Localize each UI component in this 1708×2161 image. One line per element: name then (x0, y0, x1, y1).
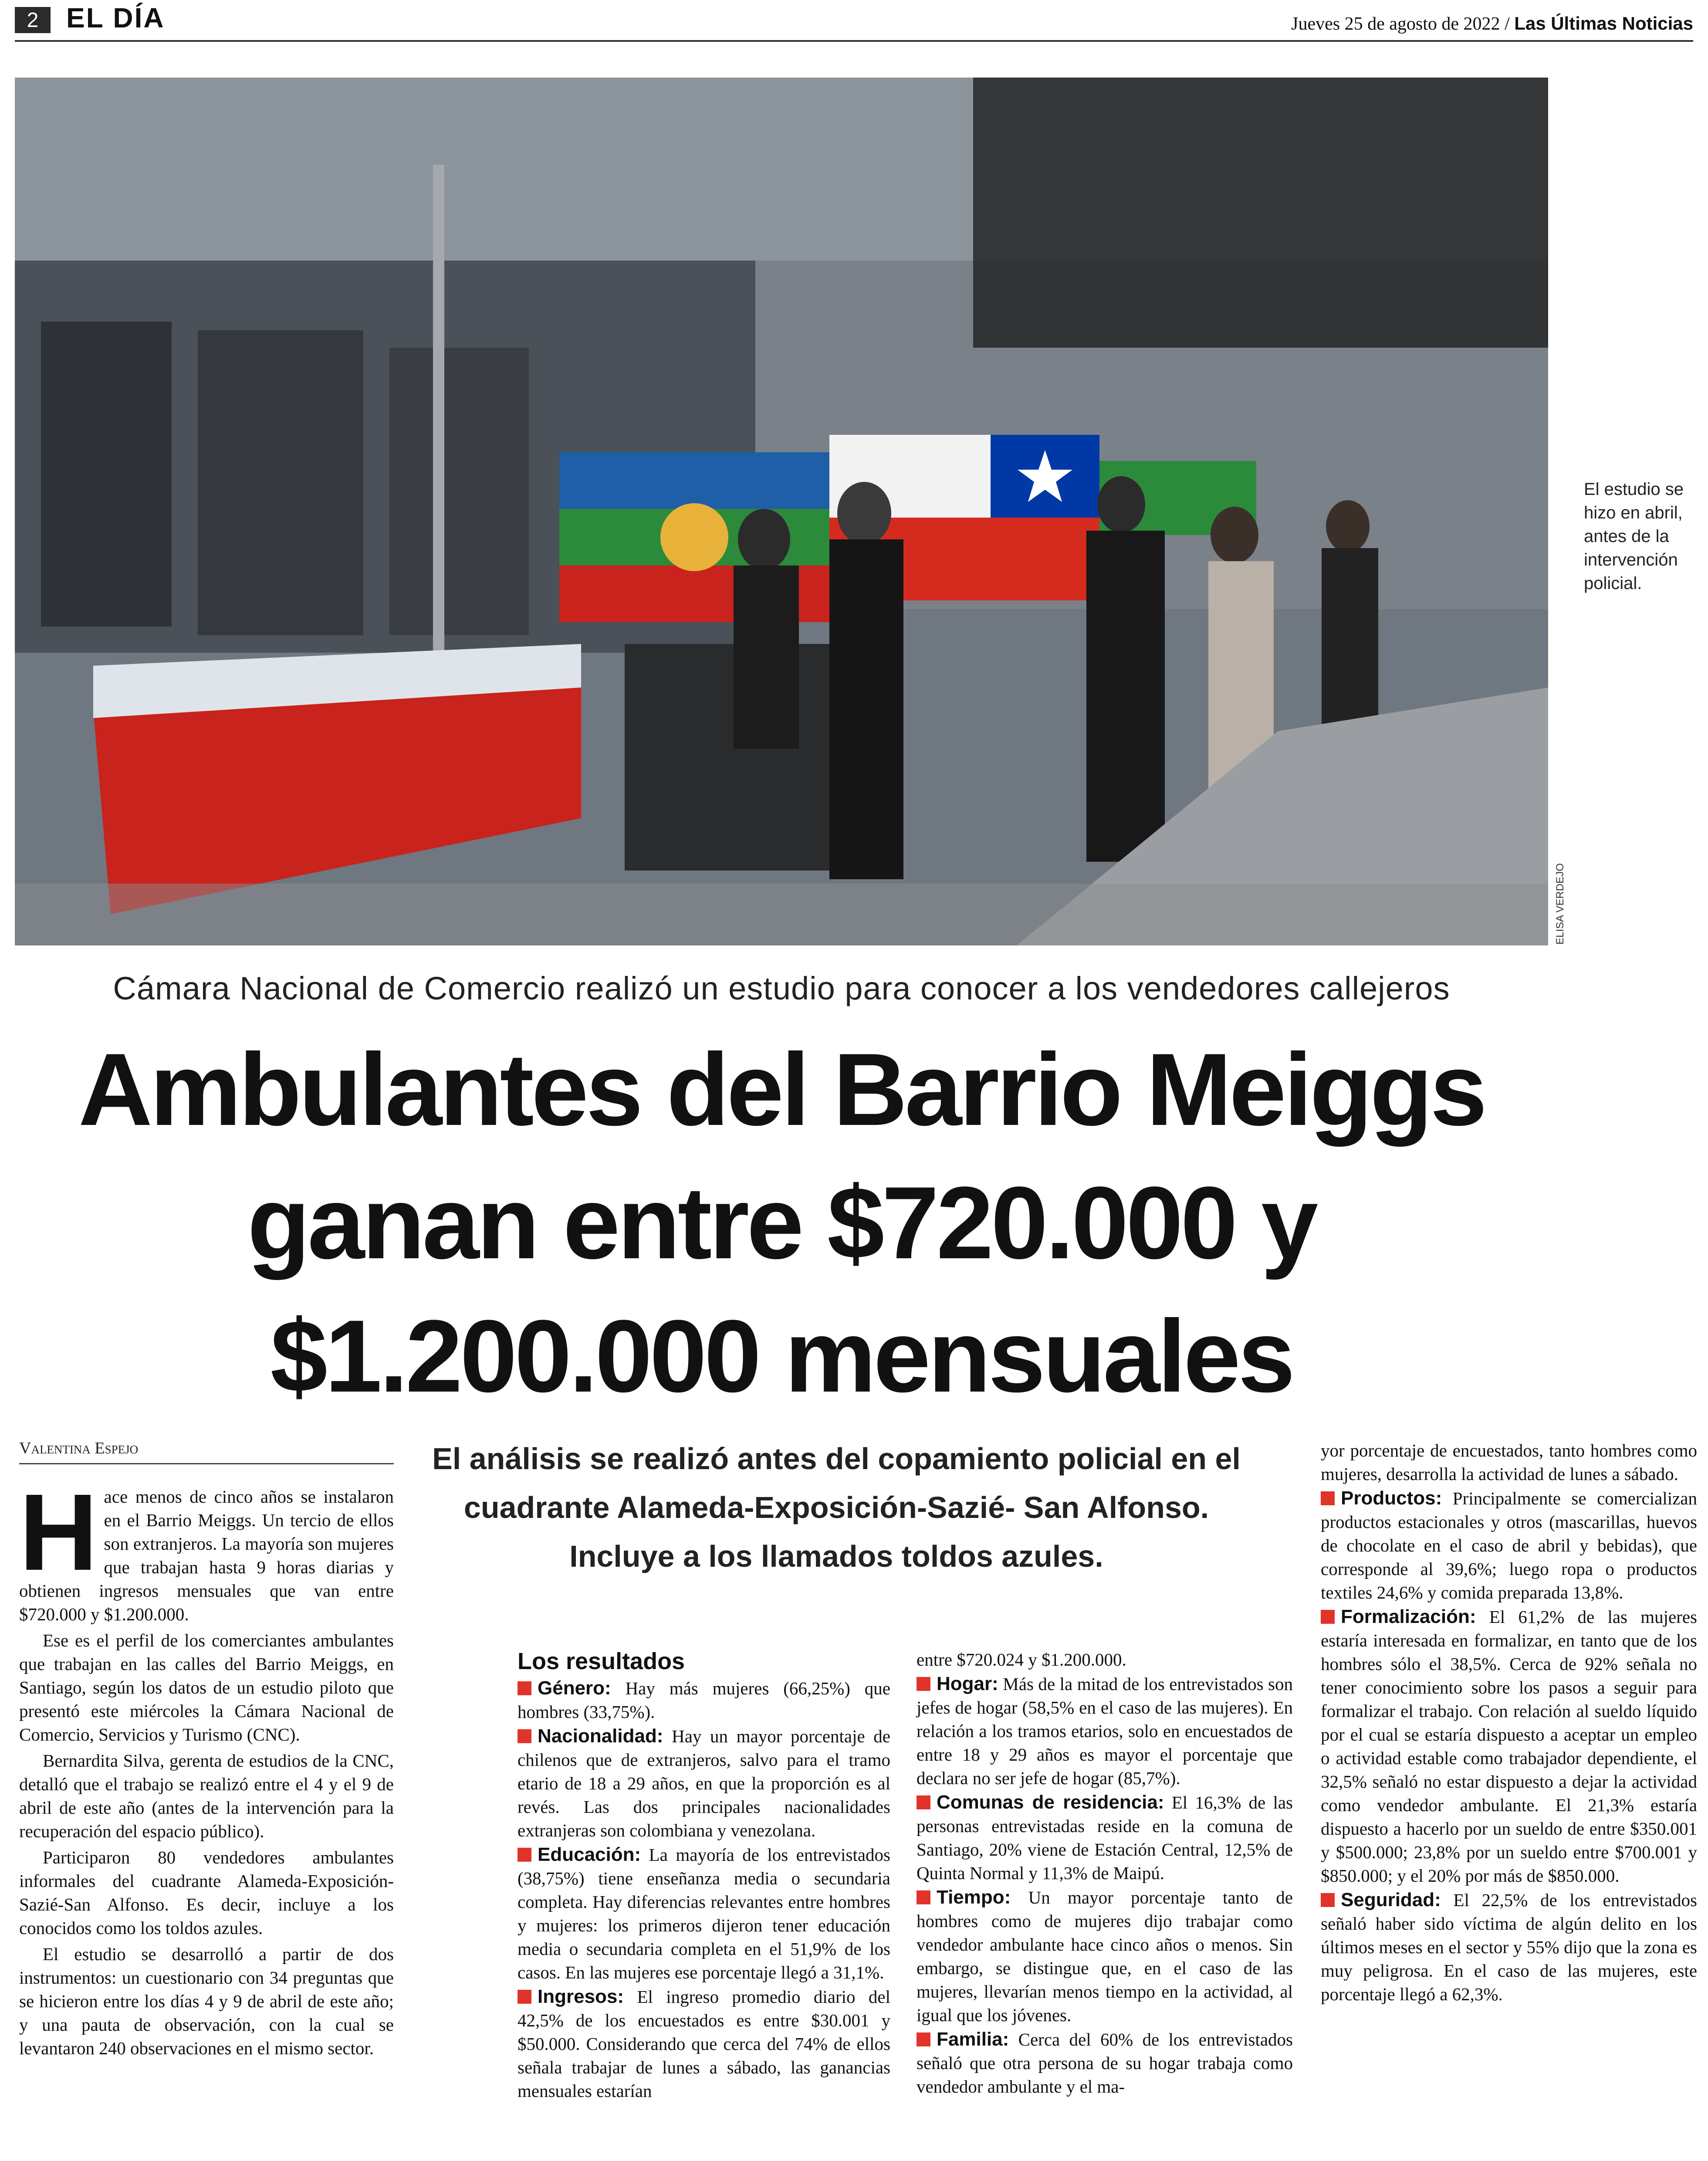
result-text: Hay un mayor porcentaje de chilenos que de extranjeros, salvo para el tramo etario de 18 a 29 años, en que la proporción es al revés. Las dos principales nacionalidades extranjeras son colombiana y venezolana. (517, 1726, 890, 1840)
result-text: yor porcentaje de encuestados, tanto hombres como mujeres, desarrolla la actividad de lunes a sábado. (1321, 1440, 1697, 1484)
headline (15, 1023, 1548, 1423)
bullet-icon (917, 1677, 930, 1691)
result-text: La mayoría de los entrevistados (38,75%) tiene enseñanza media o secundaria completa. Hay diferencias relevantes entre hombres y mujeres: los primeros dijeron tener educación media o secundaria completa en el 51,9% de los casos. En las mujeres ese porcentaje llegó a 31,1%. (517, 1845, 891, 1982)
result-text: El 61,2% de las mujeres estaría interesada en formalizar, en tanto que de los hombres sólo el 38,5%. Cerca de 92% señala no tener conocimiento sobre los pasos a seguir para formalizar el trabajo. Con relación al sueldo líquido por el cual se estaría dispuesto a aceptar un empleo o actividad estable como trabajador dependiente, el 32,5% señaló no estar dispuesto a dejar la actividad como vendedor ambulante. El 21,3% estaría dispuesto a hacerlo por un sueldo de entre $350.001 y $500.000; 23,8% por un sueldo entre $700.001 y $850.000; y el 20% por más de $850.000. (1321, 1607, 1698, 1886)
result-label: Hogar: (937, 1673, 998, 1694)
results-title: Los resultados (517, 1648, 685, 1674)
result-text: Principalmente se comercializan productos estacionales y otros (mascarillas, huevos de chocolate en el caso de abril y bebidas), que corresponde al 39,6%; luego ropa o productos textiles 24,6% y comida preparada 13,8%. (1321, 1488, 1697, 1602)
result-text: El 22,5% de los entrevistados señaló haber sido víctima de algún delito en los últimos meses en el sector y 55% dijo que la zona es muy peligrosa. En el caso de las mujeres, este porcentaje llegó a 62,3%. (1321, 1890, 1698, 2004)
issue-date: Jueves 25 de agosto de 2022 / (1291, 14, 1510, 34)
bullet-icon (1321, 1893, 1335, 1907)
result-seguridad (1321, 1888, 1697, 2006)
body-paragraph: Participaron 80 vendedores ambulantes informales del cuadrante Alameda-Exposición-Sazié-San Alfonso. Es decir, incluye a los conocidos como los toldos azules. (19, 1847, 394, 1938)
bullet-icon (517, 1681, 531, 1695)
result-familia (917, 2028, 1293, 2098)
bullet-icon (917, 2032, 930, 2046)
photo-credit: ELISA VERDEJO (1554, 863, 1566, 945)
kicker: Cámara Nacional de Comercio realizó un estudio para conocer a los vendedores callejeros (113, 970, 1450, 1006)
result-ingresos-cont (917, 1648, 1293, 1671)
bullet-icon (1321, 1610, 1335, 1624)
result-label: Comunas de residencia: (937, 1792, 1164, 1813)
result-text: Cerca del 60% de los entrevistados señaló que otra persona de su hogar trabaja como vendedor ambulante y el ma- (917, 2029, 1293, 2097)
result-label: Familia: (937, 2029, 1009, 2050)
result-label: Ingresos: (538, 1986, 624, 2007)
result-ingresos (517, 1985, 890, 2103)
bullet-icon (517, 1848, 531, 1862)
section-name: EL DÍA (66, 2, 165, 34)
result-label: Nacionalidad: (538, 1725, 663, 1747)
result-genero (517, 1677, 890, 1724)
result-familia-cont (1321, 1439, 1697, 1486)
result-hogar (917, 1672, 1293, 1790)
result-educacion (517, 1843, 890, 1984)
result-label: Seguridad: (1341, 1889, 1441, 1910)
column-3 (917, 1648, 1293, 2099)
result-nacionalidad (517, 1724, 890, 1842)
result-tiempo (917, 1886, 1293, 2027)
result-formalizacion (1321, 1605, 1697, 1887)
dateline (1291, 13, 1693, 34)
result-label: Productos: (1341, 1487, 1442, 1509)
street-market-photo (15, 78, 1548, 945)
bullet-icon (917, 1890, 930, 1904)
result-text: El 16,3% de las personas entrevistadas reside en la comuna de Santiago, 20% viene de Estación Central, 12,5% de Quinta Normal y 11,3% de Maipú. (917, 1792, 1293, 1883)
result-text: Un mayor porcentaje tanto de hombres como de mujeres dijo trabajar como vendedor ambulante hace cinco años o menos. Sin embargo, se distingue que, en el caso de las mujeres, llevarían menos tiempo en la actividad, al igual que los jóvenes. (917, 1887, 1293, 2025)
result-text: Más de la mitad de los entrevistados son jefes de hogar (58,5% en el caso de las mujeres). En relación a los tramos etarios, solo en encuestados de entre 18 y 29 años es mayor el porcentaje que declara no ser jefe de hogar (85,7%). (917, 1674, 1293, 1788)
body-paragraph: Ese es el perfil de los comerciantes ambulantes que trabajan en las calles del Barrio Meiggs, en Santiago, según los datos de un estudio piloto que presentó este miércoles la Cámara Nacional de Comercio, Servicios y Turismo (CNC). (19, 1630, 394, 1744)
column-4 (1321, 1439, 1697, 2007)
lead-text: ace menos de cinco años se instalaron en el Barrio Meiggs. Un tercio de ellos son extranjeros. La mayoría son mujeres que trabajan hasta 9 horas diarias y obtienen ingresos mensuales que van entre $720.000 y $1.200.000. (19, 1487, 394, 1624)
drop-cap: H (19, 1471, 98, 1593)
headline-line: Ambulantes del Barrio Meiggs (78, 1032, 1485, 1147)
header-rule (15, 40, 1693, 42)
photo-illustration (15, 78, 1548, 945)
result-label: Educación: (538, 1844, 641, 1865)
deck: El análisis se realizó antes del copamiento policial en el cuadrante Alameda-Exposición-Sazié- San Alfonso. Incluye a los llamados toldos azules. (432, 1442, 1241, 1573)
bullet-icon (517, 1990, 531, 2004)
result-label: Formalización: (1341, 1606, 1476, 1627)
byline: Valentina Espejo (19, 1439, 139, 1457)
byline-rule (19, 1463, 394, 1464)
bullet-icon (1321, 1491, 1335, 1505)
column-1 (19, 1471, 394, 2063)
result-text: Hay más mujeres (66,25%) que hombres (33,75%). (517, 1678, 891, 1722)
result-label: Género: (538, 1677, 611, 1699)
result-comunas (917, 1791, 1293, 1885)
result-label: Tiempo: (937, 1887, 1011, 1908)
headline-line: ganan entre $720.000 y (247, 1165, 1316, 1280)
newspaper-name: Las Últimas Noticias (1514, 13, 1693, 34)
result-productos (1321, 1487, 1697, 1604)
result-text: El ingreso promedio diario del 42,5% de los encuestados es entre $30.001 y $50.000. Considerando que cerca del 74% de ellos señala trabajar de lunes a sábado, las ganancias mensuales estarían (517, 1987, 890, 2101)
result-text: entre $720.024 y $1.200.000. (917, 1650, 1126, 1670)
lead-paragraph (19, 1471, 394, 1626)
body-paragraph: El estudio se desarrolló a partir de dos instrumentos: un cuestionario con 34 preguntas que se hicieron entre los días 4 y 9 de abril de este año; y una pauta de observación, con la cual se levantaron 240 observaciones en el mismo sector. (19, 1944, 394, 2058)
body-paragraph: Bernardita Silva, gerenta de estudios de la CNC, detalló que el trabajo se realizó entre el 4 y el 9 de abril de este año (antes de la intervención para la recuperación del espacio público). (19, 1751, 394, 1841)
bullet-icon (917, 1795, 930, 1809)
column-2 (517, 1677, 890, 2103)
bullet-icon (517, 1729, 531, 1743)
page-number: 2 (15, 7, 51, 33)
photo-caption: El estudio se hizo en abril, antes de la intervención policial. (1584, 480, 1684, 593)
headline-line: $1.200.000 mensuales (270, 1299, 1293, 1414)
